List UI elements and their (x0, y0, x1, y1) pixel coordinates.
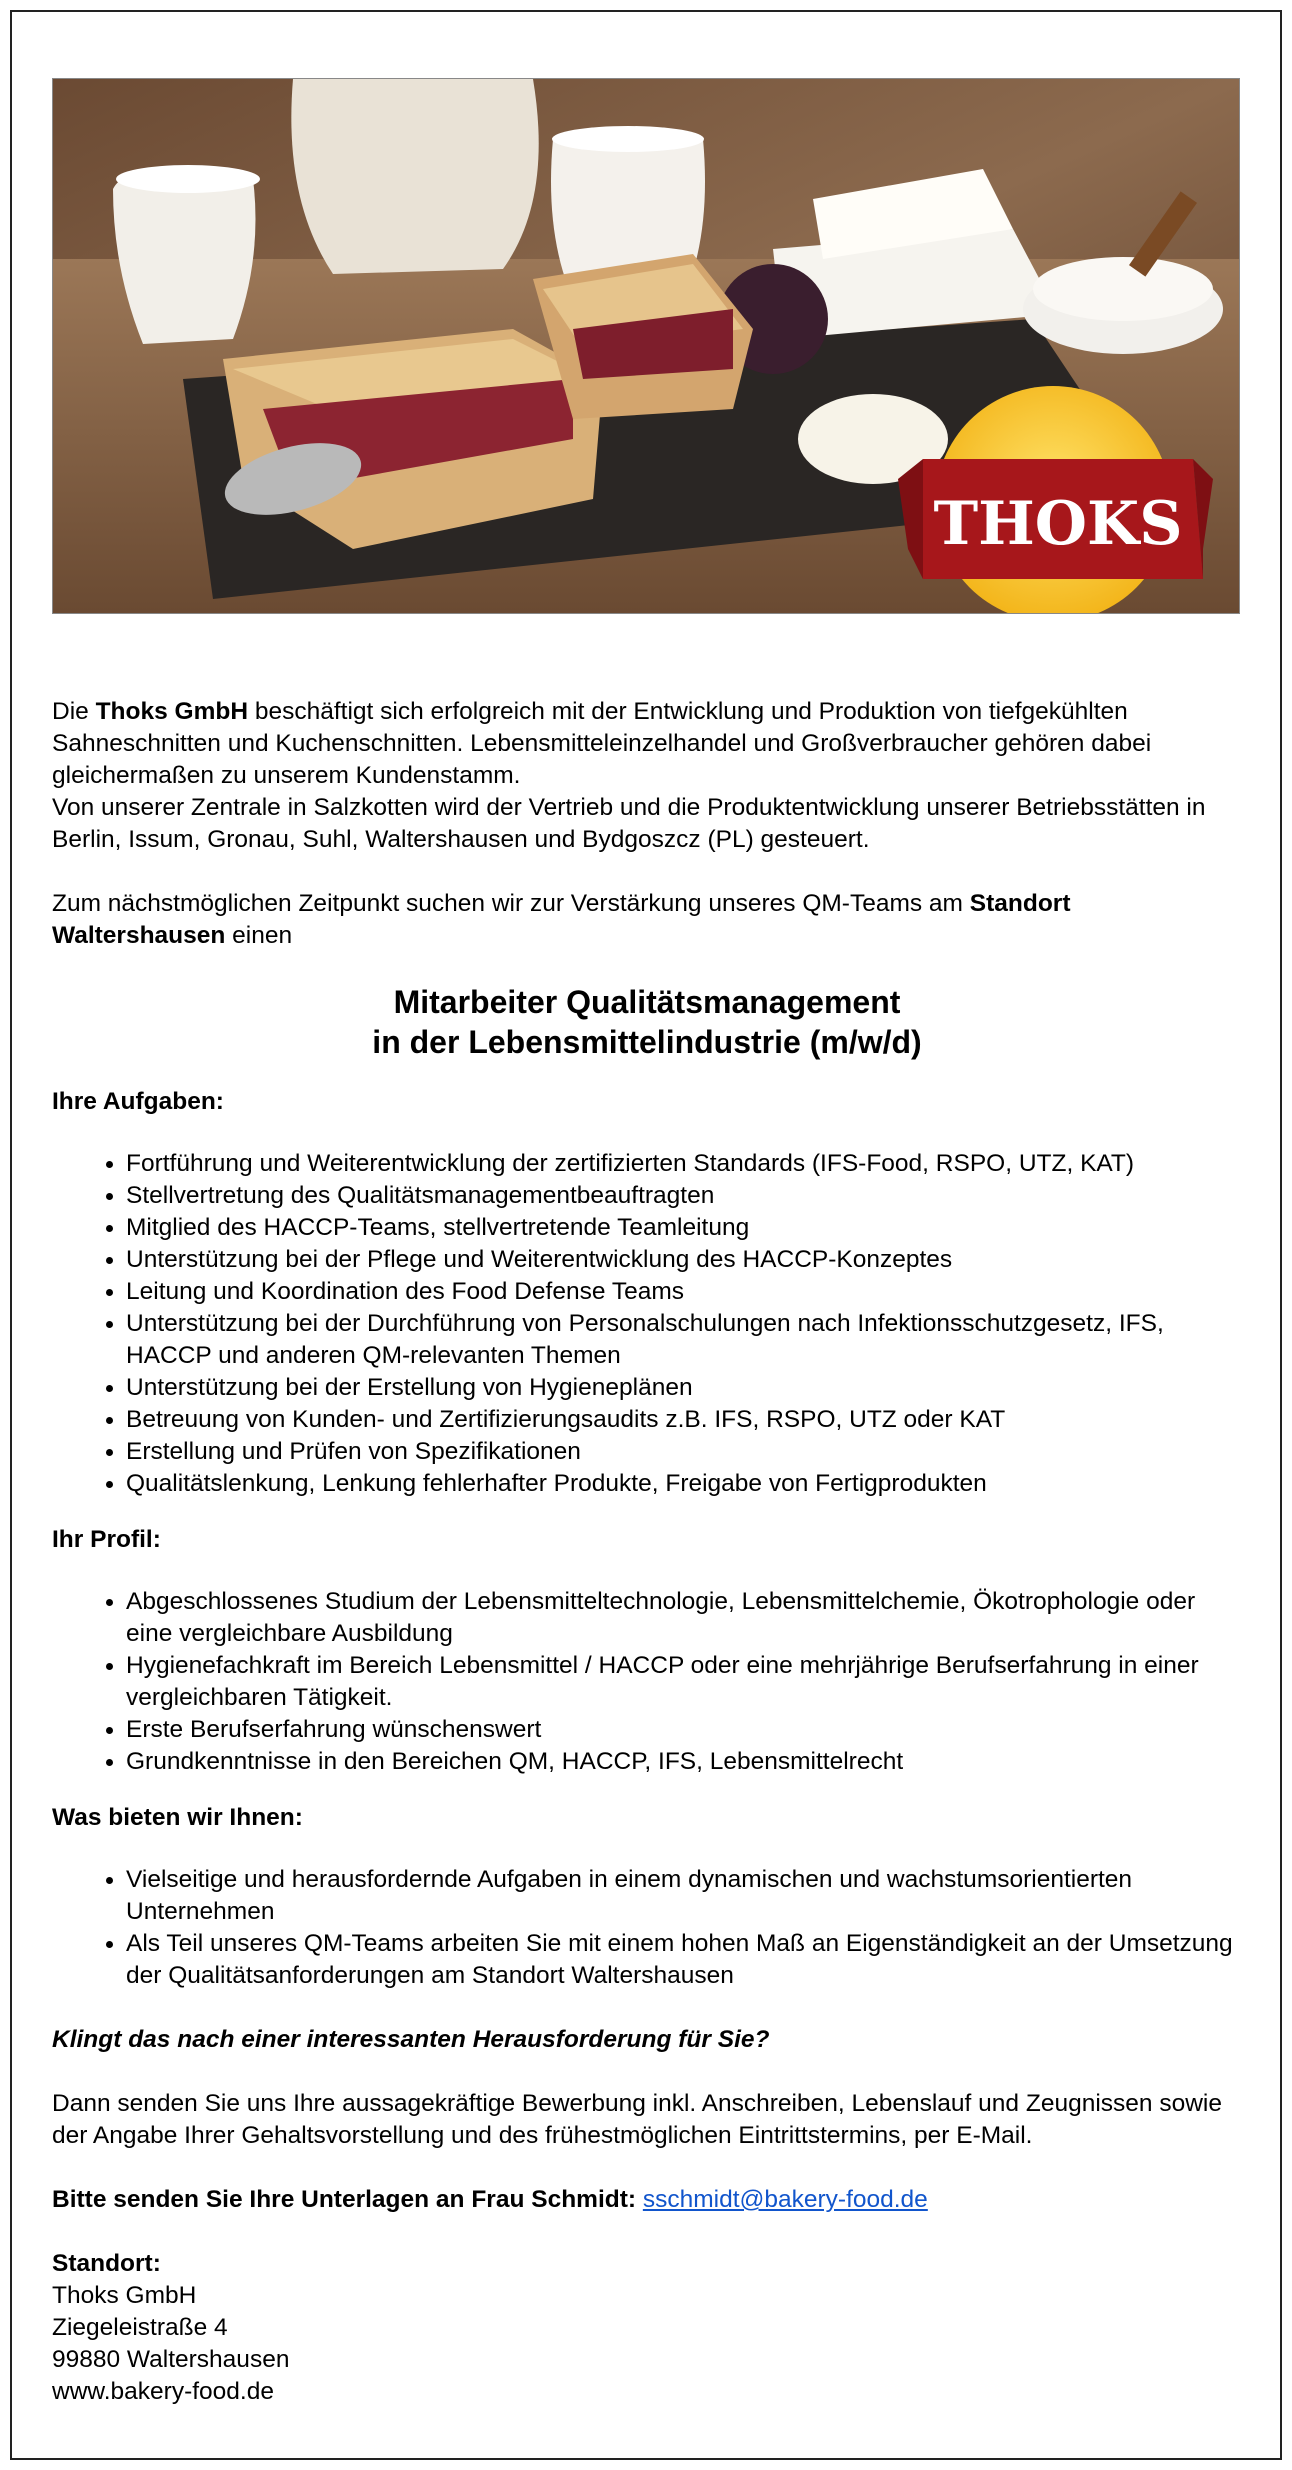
call-text: Dann senden Sie uns Ihre aussagekräftige Bewerbung inkl. Anschreiben, Lebenslauf und Zeugnissen sowie der Angabe Ihrer Gehaltsvorstellung und des frühestmöglichen Eintrittstermins, per E-Mail. (52, 2090, 1222, 2149)
location-city: 99880 Waltershausen (52, 2346, 290, 2373)
offer-list (52, 1864, 1242, 1992)
list-item: • Mitglied des HACCP-Teams, stellvertretende Teamleitung (126, 1212, 1242, 1244)
hero-image (52, 78, 1240, 614)
intro-paragraph-2: Von unserer Zentrale in Salzkotten wird der Vertrieb und die Produktentwicklung unserer Betriebsstätten in Berlin, Issum, Gronau, Suhl, Waltershausen und Bydgoszcz (PL) gesteuert. (52, 794, 1206, 853)
list-item: • Unterstützung bei der Erstellung von Hygieneplänen (126, 1372, 1242, 1404)
search-paragraph (52, 888, 1242, 952)
list-item: • Erstellung und Prüfen von Spezifikationen (126, 1436, 1242, 1468)
list-item: • Betreuung von Kunden- und Zertifizierungsaudits z.B. IFS, RSPO, UTZ oder KAT (126, 1404, 1242, 1436)
location-heading: Standort: (52, 2250, 161, 2277)
call-question: Klingt das nach einer interessanten Herausforderung für Sie? (52, 2026, 770, 2053)
intro-rest: beschäftigt sich erfolgreich mit der Entwicklung und Produktion von tiefgekühlten Sahneschnitten und Kuchenschnitten. Lebensmitteleinzelhandel und Großverbraucher gehören dabei gleichermaßen zu unserem Kundenstamm. (52, 698, 1152, 789)
profile-heading: Ihr Profil: (52, 1526, 161, 1553)
company-name: Thoks GmbH (95, 698, 249, 725)
list-item: • Unterstützung bei der Durchführung von Personalschulungen nach Infektionsschutzgesetz, IFS, HACCP und anderen QM-relevanten Themen (126, 1308, 1242, 1372)
list-item: • Grundkenntnisse in den Bereichen QM, HACCP, IFS, Lebensmittelrecht (126, 1746, 1242, 1778)
profile-list (52, 1586, 1242, 1778)
search-location: Standort Waltershausen (52, 890, 1071, 949)
list-item: • Leitung und Koordination des Food Defense Teams (126, 1276, 1242, 1308)
list-item: • Stellvertretung des Qualitätsmanagementbeauftragten (126, 1180, 1242, 1212)
search-prefix: Zum nächstmöglichen Zeitpunkt suchen wir zur Verstärkung unseres QM-Teams am (52, 890, 970, 917)
tasks-list (52, 1148, 1242, 1500)
job-title-line1: Mitarbeiter Qualitätsmanagement (393, 984, 901, 1020)
intro-paragraph (52, 696, 1242, 792)
list-item: • Hygienefachkraft im Bereich Lebensmittel / HACCP oder eine mehrjährige Berufserfahrung in einer vergleichbaren Tätigkeit. (126, 1650, 1242, 1714)
intro-prefix: Die (52, 698, 96, 725)
logo-text: THOKS (933, 489, 1183, 559)
job-title-line2: in der Lebensmittelindustrie (m/w/d) (372, 1024, 922, 1060)
list-item: • Unterstützung bei der Pflege und Weiterentwicklung des HACCP-Konzeptes (126, 1244, 1242, 1276)
offer-heading: Was bieten wir Ihnen: (52, 1804, 303, 1831)
ad-content (52, 696, 1242, 2408)
location-street: Ziegeleistraße 4 (52, 2314, 228, 2341)
location-company: Thoks GmbH (52, 2282, 197, 2309)
search-suffix: einen (225, 922, 293, 949)
list-item: • Als Teil unseres QM-Teams arbeiten Sie mit einem hohen Maß an Eigenständigkeit an der Umsetzung der Qualitätsanforderungen am Standort Waltershausen (126, 1928, 1242, 1992)
list-item: • Qualitätslenkung, Lenkung fehlerhafter Produkte, Freigabe von Fertigprodukten (126, 1468, 1242, 1500)
send-line (52, 2184, 1242, 2216)
list-item: • Abgeschlossenes Studium der Lebensmitteltechnologie, Lebensmittelchemie, Ökotrophologie oder eine vergleichbare Ausbildung (126, 1586, 1242, 1650)
location-website: www.bakery-food.de (52, 2378, 274, 2405)
send-label: Bitte senden Sie Ihre Unterlagen an Frau Schmidt: (52, 2186, 643, 2213)
list-item: • Fortführung und Weiterentwicklung der zertifizierten Standards (IFS-Food, RSPO, UTZ, KAT) (126, 1148, 1242, 1180)
list-item: • Vielseitige und herausfordernde Aufgaben in einem dynamischen und wachstumsorientierten Unternehmen (126, 1864, 1242, 1928)
job-title (52, 982, 1242, 1062)
email-link[interactable]: sschmidt@bakery-food.de (642, 2186, 928, 2213)
list-item: • Erste Berufserfahrung wünschenswert (126, 1714, 1242, 1746)
tasks-heading: Ihre Aufgaben: (52, 1088, 224, 1115)
